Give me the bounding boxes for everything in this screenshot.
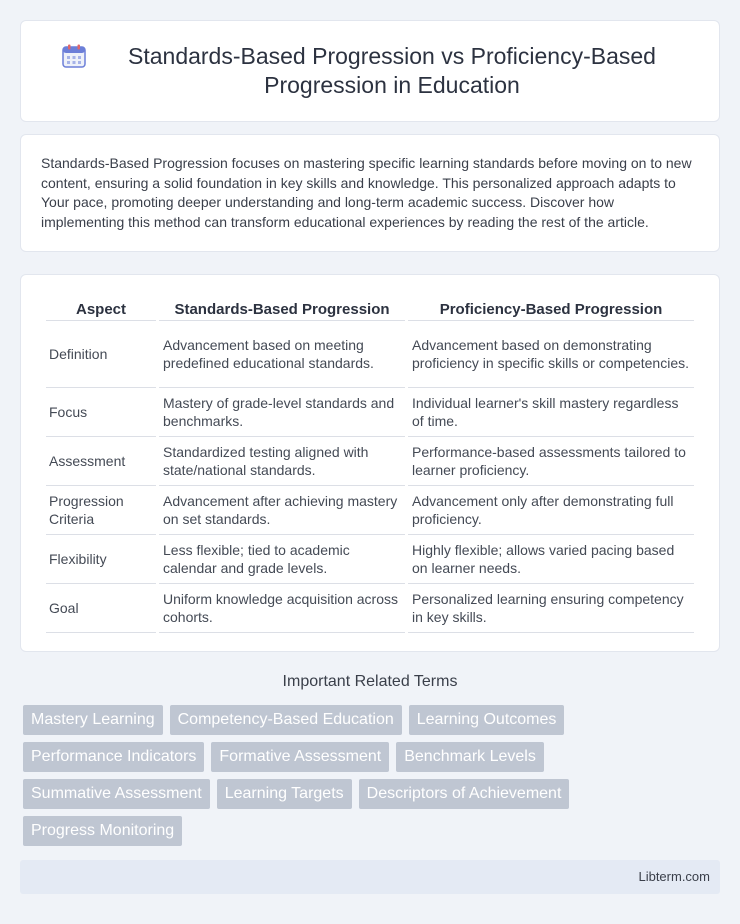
table-cell: Individual learner's skill mastery regardless of time.: [408, 388, 694, 437]
related-term-tag[interactable]: Mastery Learning: [23, 705, 163, 735]
related-term-tag[interactable]: Competency-Based Education: [170, 705, 402, 735]
table-cell: Highly flexible; allows varied pacing based on learner needs.: [408, 535, 694, 584]
related-terms-list: [23, 705, 723, 853]
calendar-icon: [61, 43, 87, 69]
table-cell: Performance-based assessments tailored to learner proficiency.: [408, 437, 694, 486]
table-row: [46, 584, 694, 633]
table-cell: Definition: [46, 321, 156, 388]
table-cell: Less flexible; tied to academic calendar and grade levels.: [159, 535, 405, 584]
table-cell: Advancement after achieving mastery on set standards.: [159, 486, 405, 535]
related-term-tag[interactable]: Learning Targets: [217, 779, 352, 809]
column-header: Aspect: [46, 293, 156, 321]
related-term-tag[interactable]: Formative Assessment: [211, 742, 389, 772]
table-cell: Uniform knowledge acquisition across cohorts.: [159, 584, 405, 633]
related-term-tag[interactable]: Performance Indicators: [23, 742, 204, 772]
title-card: [20, 20, 720, 122]
comparison-table-card: [20, 274, 720, 652]
table-cell: Advancement based on demonstrating proficiency in specific skills or competencies.: [408, 321, 694, 388]
related-term-tag[interactable]: Benchmark Levels: [396, 742, 544, 772]
related-terms-heading: Important Related Terms: [282, 673, 458, 690]
table-cell: Flexibility: [46, 535, 156, 584]
related-term-tag[interactable]: Summative Assessment: [23, 779, 210, 809]
table-row: [46, 321, 694, 388]
table-cell: Progression Criteria: [46, 486, 156, 535]
table-row: [46, 535, 694, 584]
table-cell: Advancement based on meeting predefined educational standards.: [159, 321, 405, 388]
table-cell: Personalized learning ensuring competency in key skills.: [408, 584, 694, 633]
table-row: [46, 388, 694, 437]
footer: [20, 860, 720, 894]
column-header: Standards-Based Progression: [159, 293, 405, 321]
comparison-table: [43, 293, 697, 633]
table-row: [46, 437, 694, 486]
table-cell: Assessment: [46, 437, 156, 486]
page-title: Standards-Based Progression vs Proficiency-Based Progression in Education: [128, 43, 656, 98]
related-term-tag[interactable]: Descriptors of Achievement: [359, 779, 570, 809]
footer-site-link[interactable]: Libterm.com: [638, 869, 710, 884]
table-header-row: [46, 293, 694, 321]
table-cell: Standardized testing aligned with state/national standards.: [159, 437, 405, 486]
table-cell: Goal: [46, 584, 156, 633]
table-row: [46, 486, 694, 535]
table-cell: Advancement only after demonstrating full proficiency.: [408, 486, 694, 535]
intro-paragraph: Standards-Based Progression focuses on mastering specific learning standards before moving on to new content, ensuring a solid foundation in key skills and knowledge. This personalized approach adapts to Your pace, promoting deeper understanding and long-term academic success. Discover how implementing this method can transform educational experiences by reading the rest of the article.: [41, 155, 692, 230]
column-header: Proficiency-Based Progression: [408, 293, 694, 321]
table-cell: Mastery of grade-level standards and benchmarks.: [159, 388, 405, 437]
related-term-tag[interactable]: Learning Outcomes: [409, 705, 565, 735]
related-term-tag[interactable]: Progress Monitoring: [23, 816, 182, 846]
intro-card: [20, 134, 720, 252]
table-cell: Focus: [46, 388, 156, 437]
